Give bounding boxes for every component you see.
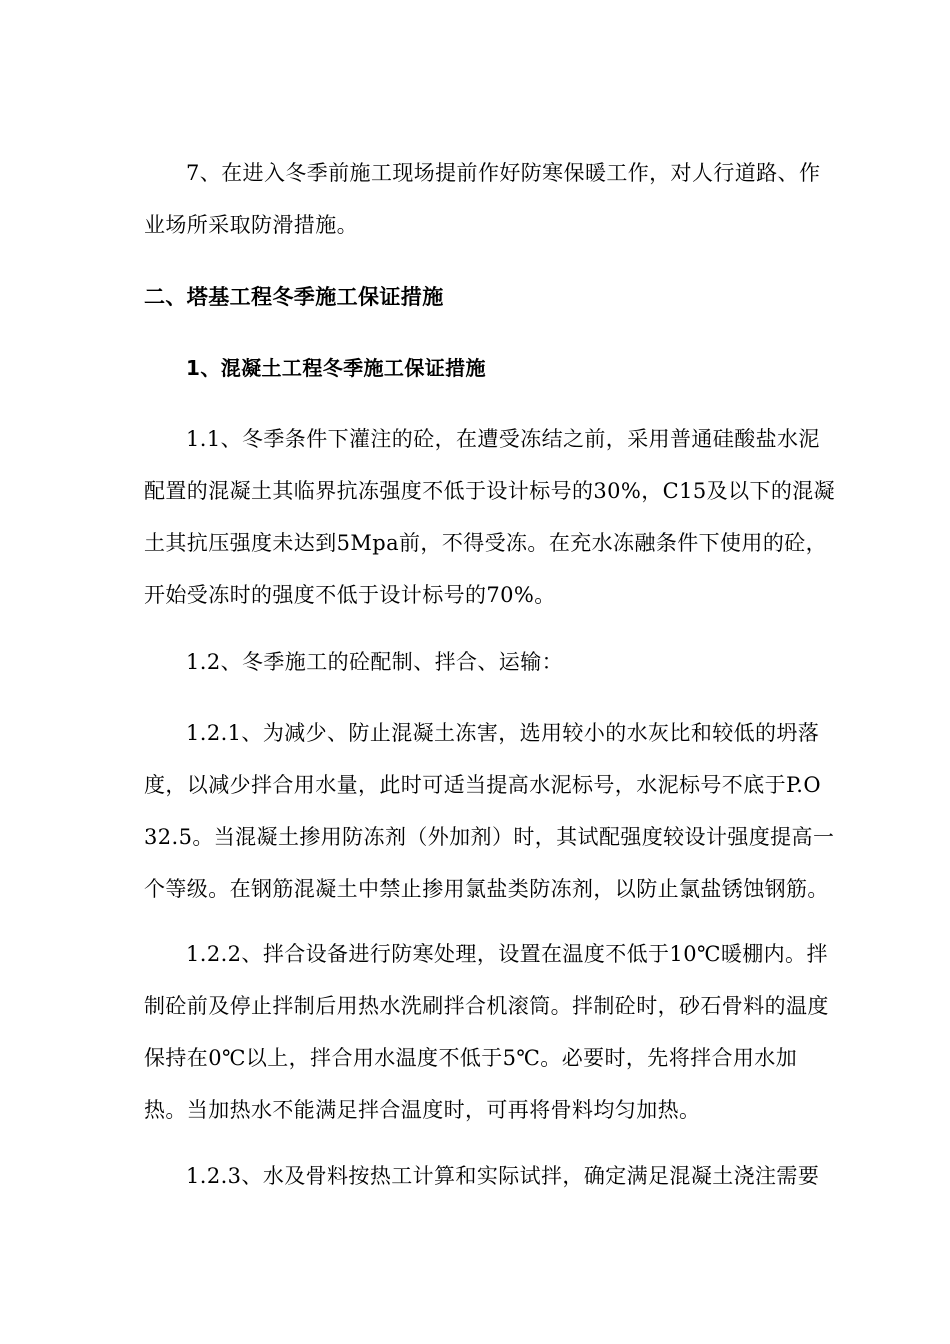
text-line: 保持在0℃以上，拌合用水温度不低于5℃。必要时，先将拌合用水加 [144, 1046, 798, 1070]
paragraph-1-1 [144, 413, 862, 621]
heading-text: 二、塔基工程冬季施工保证措施 [144, 285, 444, 309]
paragraph-1-2-2 [144, 928, 862, 1136]
text-line: 32.5。当混凝土掺用防冻剂（外加剂）时，其试配强度较设计强度提高一 [144, 825, 835, 849]
subsection-heading [144, 342, 862, 394]
text-line: 1.2、冬季施工的砼配制、拌合、运输： [186, 650, 563, 674]
text-line: 个等级。在钢筋混凝土中禁止掺用氯盐类防冻剂，以防止氯盐锈蚀钢筋。 [144, 877, 829, 901]
text-line: 业场所采取防滑措施。 [144, 213, 358, 237]
paragraph-item-7 [144, 147, 862, 251]
text-line: 开始受冻时的强度不低于设计标号的70%。 [144, 583, 556, 607]
subheading-text: 1、混凝土工程冬季施工保证措施 [186, 356, 486, 380]
text-line: 1.2.2、拌合设备进行防寒处理，设置在温度不低于10℃暖棚内。拌 [186, 942, 828, 966]
text-line: 7、在进入冬季前施工现场提前作好防寒保暖工作，对人行道路、作 [186, 161, 821, 185]
text-line: 配置的混凝土其临界抗冻强度不低于设计标号的30%，C15及以下的混凝 [144, 479, 836, 503]
text-line: 土其抗压强度未达到5Mpa前，不得受冻。在充水冻融条件下使用的砼， [144, 531, 828, 555]
text-line: 1.1、冬季条件下灌注的砼，在遭受冻结之前，采用普通硅酸盐水泥 [186, 427, 820, 451]
text-line: 热。当加热水不能满足拌合温度时，可再将骨料均匀加热。 [144, 1098, 701, 1122]
text-line: 度，以减少拌合用水量，此时可适当提高水泥标号，水泥标号不底于P.O [144, 773, 821, 797]
text-line: 制砼前及停止拌制后用热水洗刷拌合机滚筒。拌制砼时，砂石骨料的温度 [144, 994, 829, 1018]
section-heading [144, 271, 862, 323]
paragraph-1-2 [144, 636, 862, 688]
text-line: 1.2.3、水及骨料按热工计算和实际试拌，确定满足混凝土浇注需要 [186, 1164, 820, 1188]
paragraph-1-2-1 [144, 707, 862, 915]
text-line: 1.2.1、为减少、防止混凝土冻害，选用较小的水灰比和较低的坍落 [186, 721, 820, 745]
paragraph-1-2-3 [144, 1150, 862, 1202]
